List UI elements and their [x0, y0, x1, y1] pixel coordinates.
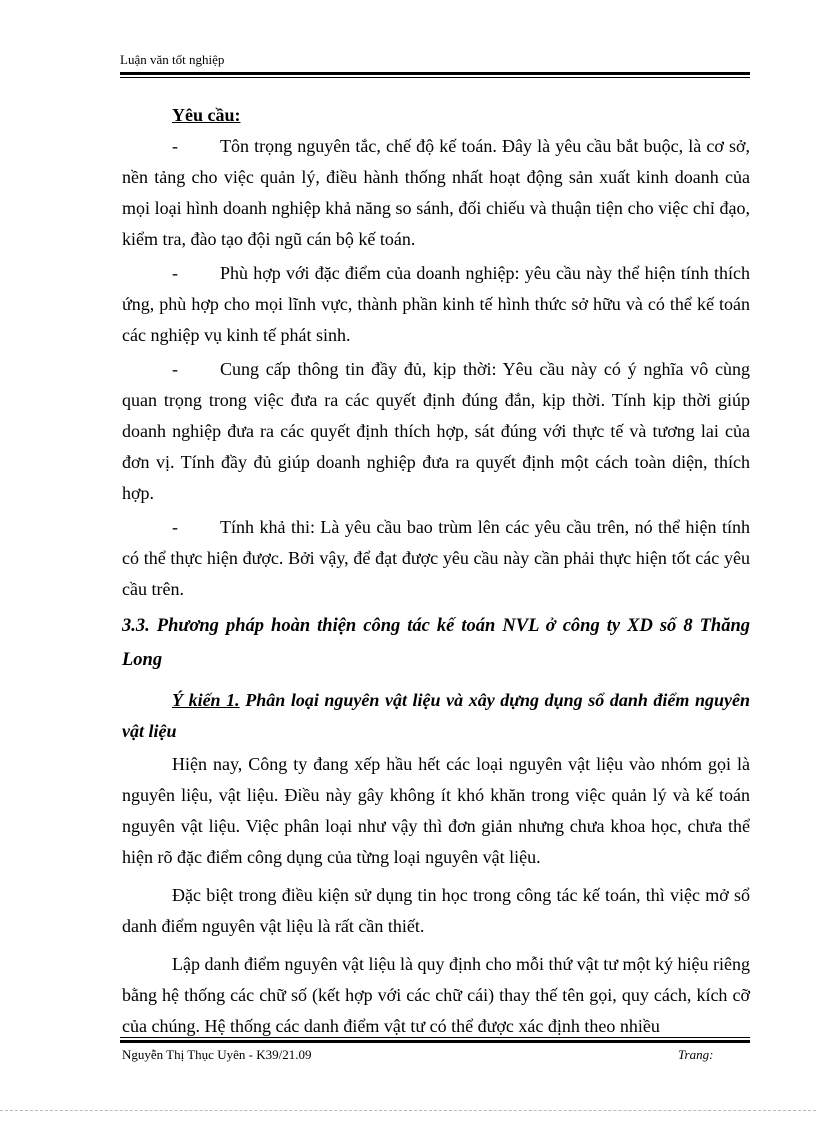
- requirement-item: [122, 512, 750, 605]
- opinion-title: Phân loại nguyên vật liệu và xây dựng dụng sổ danh điểm nguyên vật liệu: [122, 690, 750, 741]
- bullet-dash: -: [172, 359, 178, 379]
- page-edge-divider: [0, 1110, 816, 1111]
- requirement-item: [122, 258, 750, 351]
- opinion-label: Ý kiến 1.: [172, 690, 240, 710]
- footer-rule-thick: [120, 1040, 750, 1043]
- header-title: Luận văn tốt nghiệp: [120, 52, 225, 67]
- requirement-item: [122, 354, 750, 509]
- header-rule-thick: [120, 72, 750, 75]
- requirement-text: Cung cấp thông tin đầy đủ, kịp thời: Yêu cầu này có ý nghĩa vô cùng quan trọng trong việc đưa ra các quyết định đúng đắn, kịp thời. Tính kịp thời giúp doanh nghiệp đưa ra các quyết định thích hợp, sát đúng với thực tế và tương lai của đơn vị. Tính đầy đủ giúp doanh nghiệp đưa ra quyết định một cách toàn diện, thích hợp.: [122, 359, 750, 503]
- footer-page-label: Trang:: [678, 1047, 714, 1062]
- opinion-heading: [122, 685, 750, 747]
- body-paragraph: Hiện nay, Công ty đang xếp hầu hết các loại nguyên vật liệu vào nhóm gọi là nguyên liệu, vật liệu. Điều này gây không ít khó khăn trong việc quản lý và kế toán nguyên vật liệu. Việc phân loại như vậy thì đơn giản nhưng chưa khoa học, chưa thể hiện rõ đặc điểm công dụng của từng loại nguyên vật liệu.: [122, 754, 750, 867]
- requirement-item: [122, 131, 750, 255]
- body-paragraph: Lập danh điểm nguyên vật liệu là quy định cho mỗi thứ vật tư một ký hiệu riêng bằng hệ thống các chữ số (kết hợp với các chữ cái) thay thế tên gọi, quy cách, kích cỡ của chúng. Hệ thống các danh điểm vật tư có thể được xác định theo nhiều: [122, 954, 750, 1036]
- section-heading: 3.3. Phương pháp hoàn thiện công tác kế toán NVL ở công ty XD số 8 Thăng Long: [122, 616, 750, 670]
- footer-rule-thin: [120, 1037, 750, 1038]
- footer-author: Nguyễn Thị Thục Uyên - K39/21.09: [122, 1047, 312, 1062]
- bullet-dash: -: [172, 263, 178, 283]
- bullet-dash: -: [172, 136, 178, 156]
- requirement-text: Phù hợp với đặc điểm của doanh nghiệp: yêu cầu này thể hiện tính thích ứng, phù hợp cho mọi lĩnh vực, thành phần kinh tế hình thức sở hữu và có thể kế toán các nghiệp vụ kinh tế phát sinh.: [122, 263, 750, 345]
- requirement-text: Tính khả thi: Là yêu cầu bao trùm lên các yêu cầu trên, nó thể hiện tính có thể thực hiện được. Bởi vậy, để đạt được yêu cầu này cần phải thực hiện tốt các yêu cầu trên.: [122, 517, 750, 599]
- requirement-text: Tôn trọng nguyên tắc, chế độ kế toán. Đây là yêu cầu bắt buộc, là cơ sở, nền tảng cho việc quản lý, điều hành thống nhất hoạt động sản xuất kinh doanh của mọi loại hình doanh nghiệp khả năng so sánh, đối chiếu và thuận tiện cho việc chỉ đạo, kiểm tra, đào tạo đội ngũ cán bộ kế toán.: [122, 136, 750, 249]
- bullet-dash: -: [172, 517, 178, 537]
- document-body: [122, 100, 750, 1042]
- requirements-heading: Yêu cầu:: [172, 105, 241, 125]
- body-paragraph: Đặc biệt trong điều kiện sử dụng tin học trong công tác kế toán, thì việc mở sổ danh điểm nguyên vật liệu là rất cần thiết.: [122, 885, 750, 936]
- header-rule-thin: [120, 77, 750, 78]
